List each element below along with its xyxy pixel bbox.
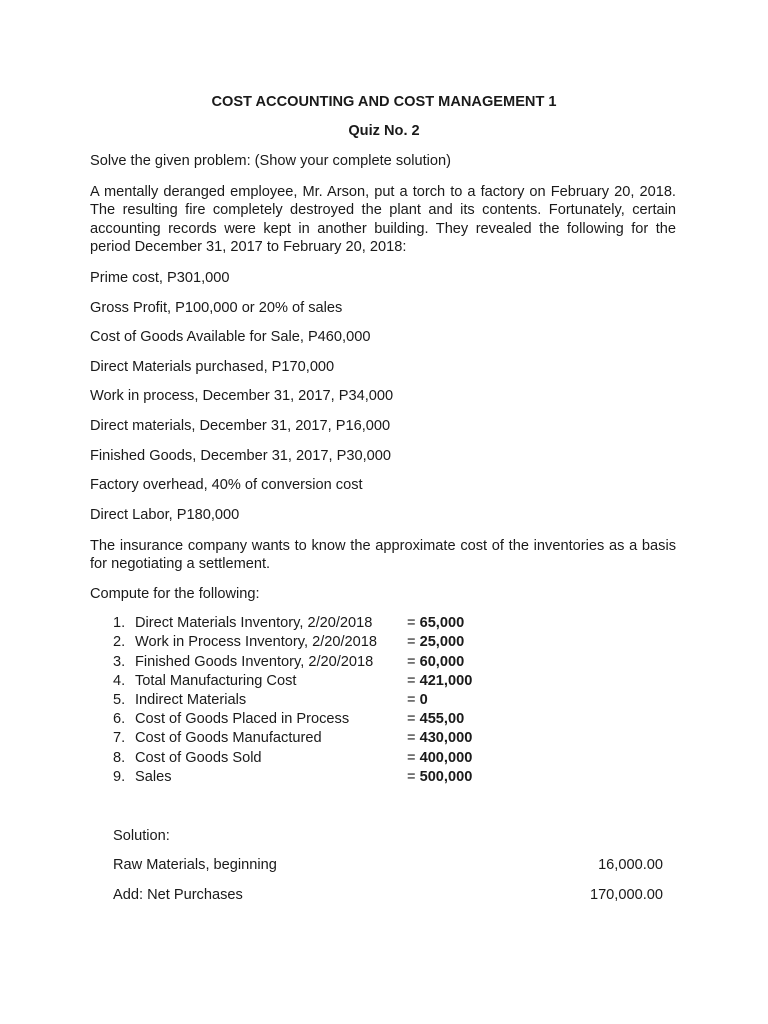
item-number: 1. xyxy=(113,615,126,631)
solution-heading: Solution: xyxy=(113,828,170,844)
list-item xyxy=(0,692,768,711)
list-item xyxy=(0,711,768,730)
fact-direct-materials: Direct materials, December 31, 2017, P16,000 xyxy=(90,418,391,434)
list-item xyxy=(0,730,768,749)
item-answer: = 65,000 xyxy=(407,615,465,631)
compute-heading: Compute for the following: xyxy=(90,586,260,602)
item-label: Direct Materials Inventory, 2/20/2018 xyxy=(135,615,373,631)
item-answer: = 455,00 xyxy=(407,711,465,727)
item-number: 9. xyxy=(113,769,126,785)
item-label: Total Manufacturing Cost xyxy=(135,673,297,689)
item-number: 5. xyxy=(113,692,126,708)
item-label: Cost of Goods Manufactured xyxy=(135,730,322,746)
problem-intro-paragraph: A mentally deranged employee, Mr. Arson, put a torch to a factory on February 20, 2018. The resulting fire completely destroyed the plant and its contents. Fortunately, certain accounting records were kept in another building. They revealed the following for the period December 31, 2017 to February 20, 2018: xyxy=(90,184,676,255)
fact-work-in-process: Work in process, December 31, 2017, P34,000 xyxy=(90,388,394,404)
item-label: Work in Process Inventory, 2/20/2018 xyxy=(135,634,378,650)
fact-finished-goods: Finished Goods, December 31, 2017, P30,000 xyxy=(90,448,391,464)
item-number: 7. xyxy=(113,730,126,746)
row-label: Raw Materials, beginning xyxy=(113,857,277,873)
item-number: 8. xyxy=(113,750,126,766)
list-item xyxy=(0,634,768,653)
item-label: Cost of Goods Placed in Process xyxy=(135,711,350,727)
row-amount: 16,000.00 xyxy=(598,857,663,873)
list-item xyxy=(0,654,768,673)
item-number: 4. xyxy=(113,673,126,689)
insurance-paragraph: The insurance company wants to know the approximate cost of the inventories as a basis for negotiating a settlement. xyxy=(90,538,676,573)
fact-gross-profit: Gross Profit, P100,000 or 20% of sales xyxy=(90,300,343,316)
item-number: 6. xyxy=(113,711,126,727)
item-label: Finished Goods Inventory, 2/20/2018 xyxy=(135,654,374,670)
list-item xyxy=(0,673,768,692)
table-row xyxy=(0,857,768,877)
list-item xyxy=(0,615,768,634)
item-answer: = 60,000 xyxy=(407,654,465,670)
item-answer: = 400,000 xyxy=(407,750,473,766)
item-answer: = 430,000 xyxy=(407,730,473,746)
item-answer: = 25,000 xyxy=(407,634,465,650)
fact-prime-cost: Prime cost, P301,000 xyxy=(90,270,230,286)
table-row xyxy=(0,887,768,907)
instruction-text: Solve the given problem: (Show your complete solution) xyxy=(90,153,451,169)
item-answer: = 421,000 xyxy=(407,673,473,689)
fact-materials-purchased: Direct Materials purchased, P170,000 xyxy=(90,359,335,375)
item-label: Cost of Goods Sold xyxy=(135,750,262,766)
item-number: 2. xyxy=(113,634,126,650)
fact-direct-labor: Direct Labor, P180,000 xyxy=(90,507,240,523)
row-label: Add: Net Purchases xyxy=(113,887,243,903)
list-item xyxy=(0,769,768,788)
row-amount: 170,000.00 xyxy=(589,887,663,903)
list-item xyxy=(0,750,768,769)
item-answer: = 0 xyxy=(407,692,428,708)
item-label: Indirect Materials xyxy=(135,692,247,708)
item-number: 3. xyxy=(113,654,126,670)
item-label: Sales xyxy=(135,769,172,785)
item-answer: = 500,000 xyxy=(407,769,473,785)
quiz-number: Quiz No. 2 xyxy=(348,123,420,139)
fact-goods-available: Cost of Goods Available for Sale, P460,000 xyxy=(90,329,371,345)
document-title: COST ACCOUNTING AND COST MANAGEMENT 1 xyxy=(211,94,557,110)
fact-factory-overhead: Factory overhead, 40% of conversion cost xyxy=(90,477,363,493)
